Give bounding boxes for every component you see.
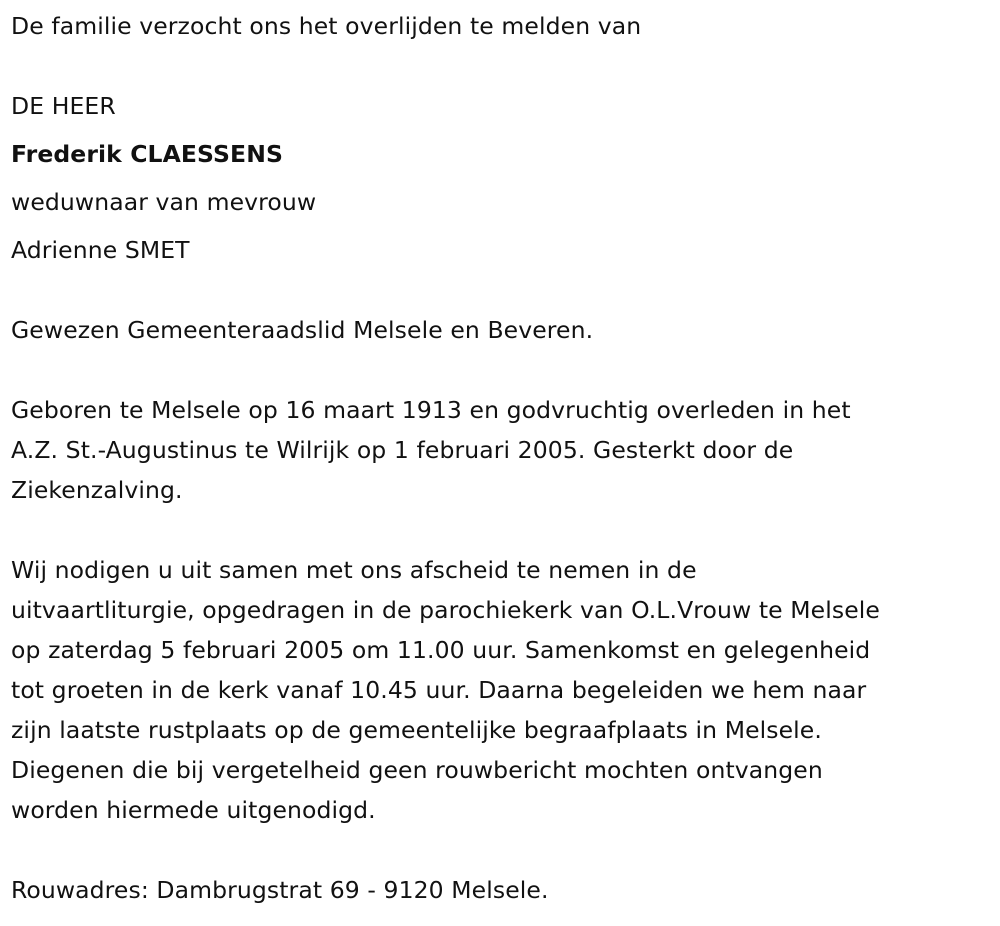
- deceased-name: Frederik CLAESSENS: [11, 140, 283, 168]
- paragraph-line: Wij nodigen u uit samen met ons afscheid te nemen in de: [11, 556, 697, 584]
- paragraph-line: op zaterdag 5 februari 2005 om 11.00 uur. Samenkomst en gelegenheid: [11, 636, 871, 664]
- paragraph-line: tot groeten in de kerk vanaf 10.45 uur. Daarna begeleiden we hem naar: [11, 676, 867, 704]
- honorific-title: DE HEER: [11, 92, 116, 120]
- paragraph-line: Geboren te Melsele op 16 maart 1913 en godvruchtig overleden in het: [11, 396, 851, 424]
- paragraph-line: Ziekenzalving.: [11, 476, 183, 504]
- spouse-name: Adrienne SMET: [11, 236, 190, 264]
- former-role-text: Gewezen Gemeenteraadslid Melsele en Beveren.: [11, 316, 594, 344]
- paragraph-line: A.Z. St.-Augustinus te Wilrijk op 1 februari 2005. Gesterkt door de: [11, 436, 794, 464]
- paragraph-line: worden hiermede uitgenodigd.: [11, 796, 376, 824]
- birth-death-paragraph: [11, 390, 851, 510]
- intro-text: De familie verzocht ons het overlijden te melden van: [11, 12, 642, 40]
- paragraph-line: zijn laatste rustplaats op de gemeentelijke begraafplaats in Melsele.: [11, 716, 822, 744]
- paragraph-line: Diegenen die bij vergetelheid geen rouwbericht mochten ontvangen: [11, 756, 823, 784]
- mourning-address: Rouwadres: Dambrugstrat 69 - 9120 Melsele.: [11, 876, 549, 904]
- paragraph-line: uitvaartliturgie, opgedragen in de parochiekerk van O.L.Vrouw te Melsele: [11, 596, 880, 624]
- funeral-invitation-paragraph: [11, 550, 880, 830]
- widower-of-text: weduwnaar van mevrouw: [11, 188, 317, 216]
